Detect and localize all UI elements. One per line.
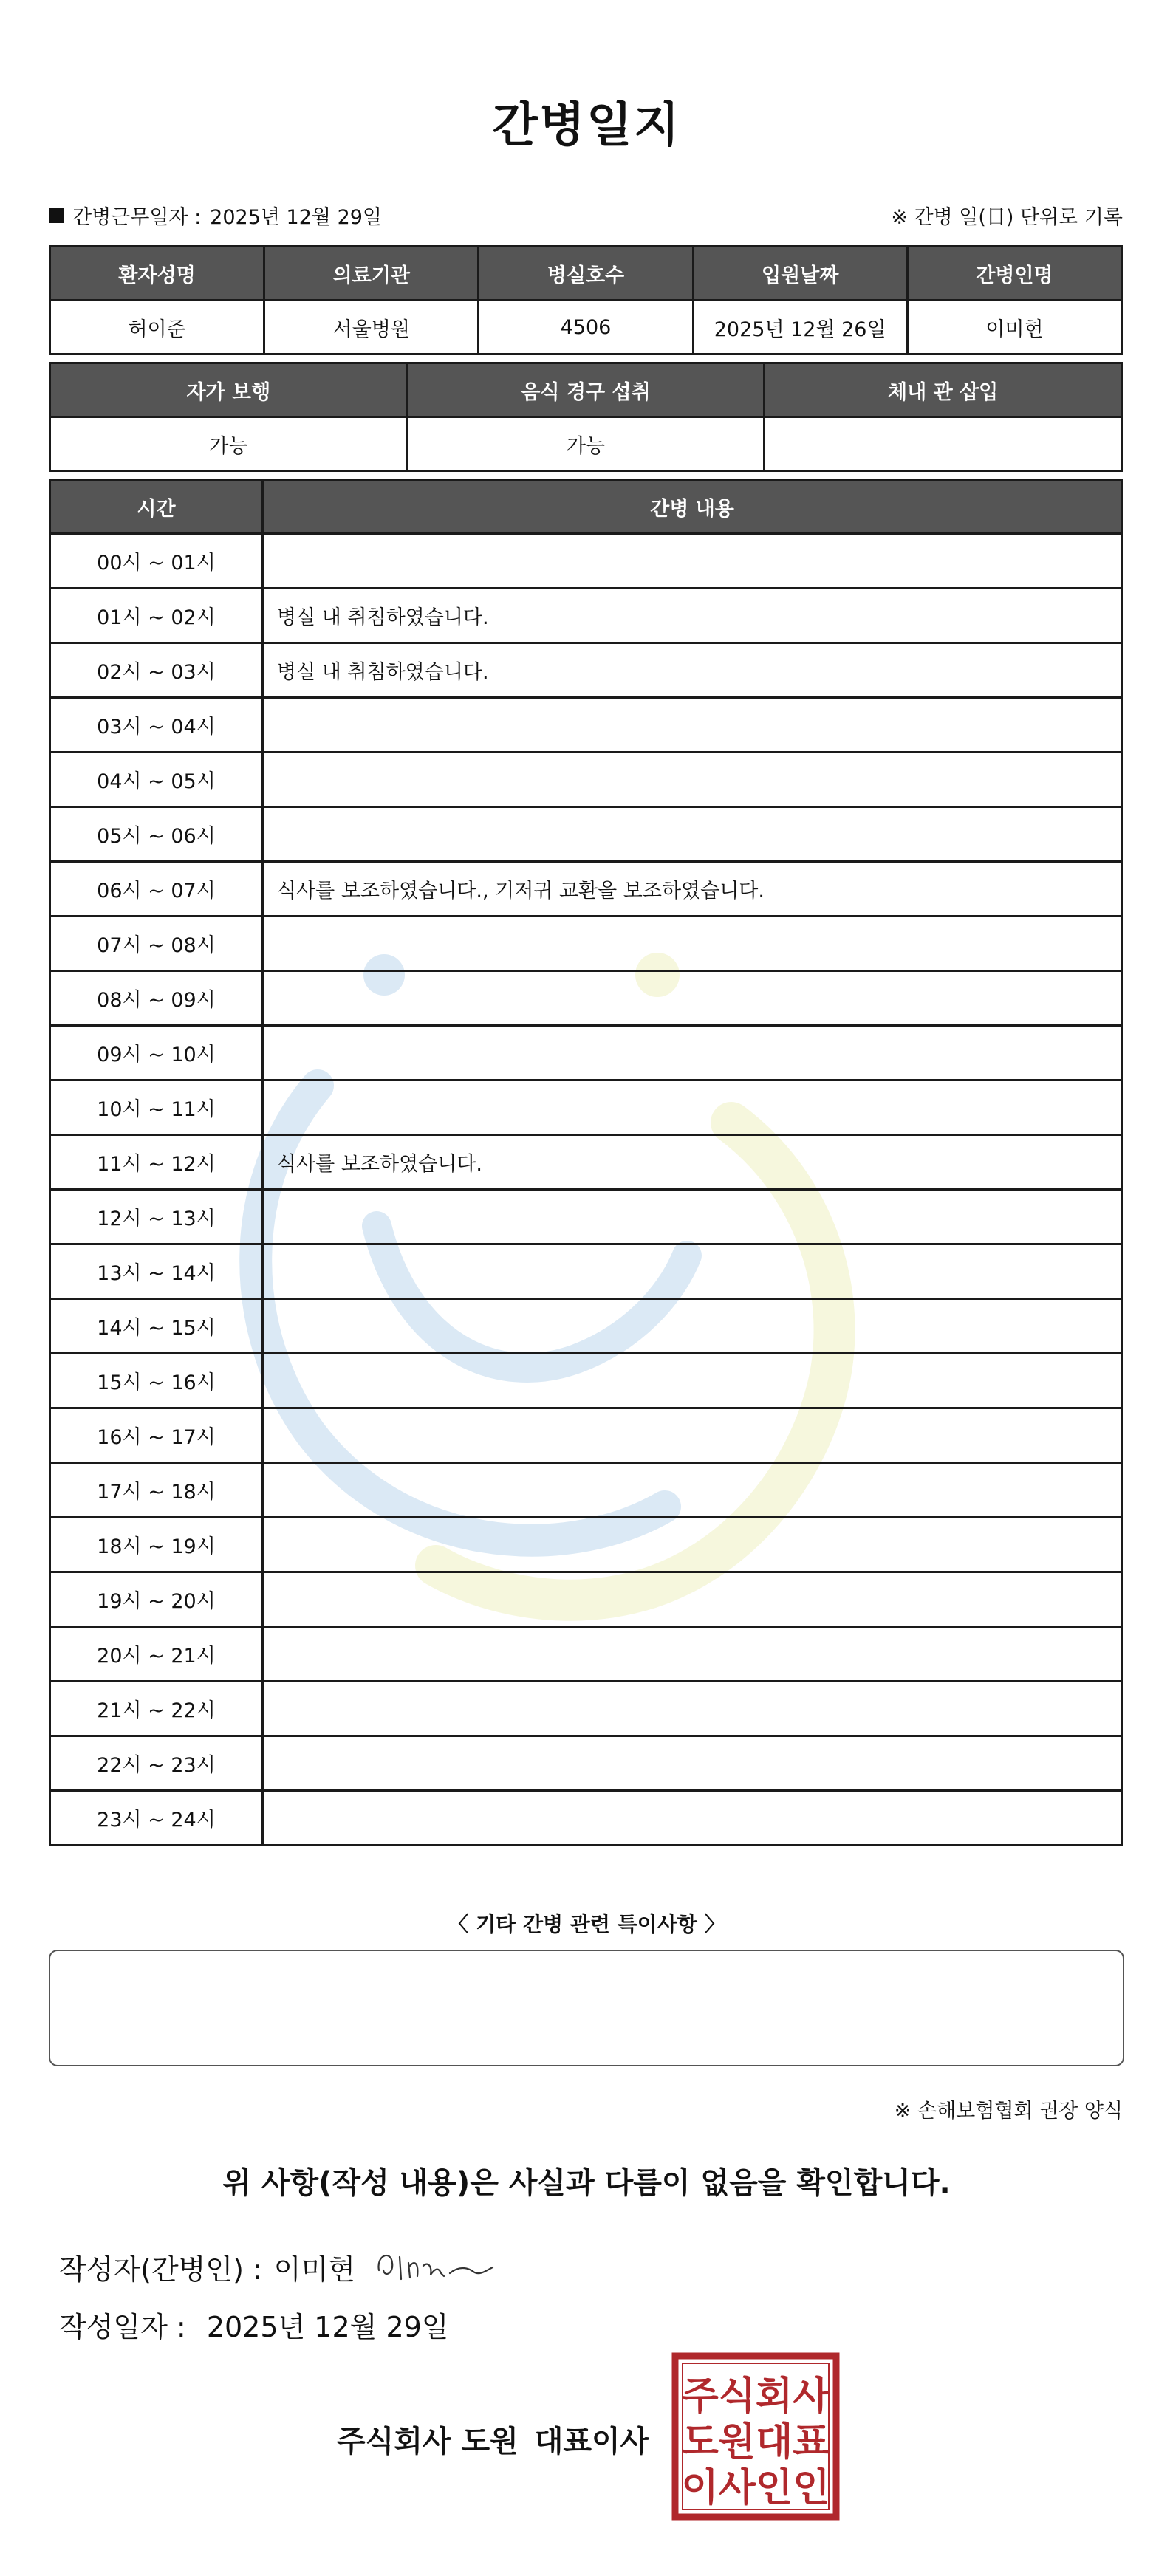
table-row <box>50 1244 1122 1299</box>
table-row <box>50 1026 1122 1080</box>
patient-name: 허이준 <box>50 301 264 354</box>
table-row <box>50 753 1122 807</box>
time-slot: 14시 ~ 15시 <box>50 1299 263 1354</box>
meta-row <box>49 201 1123 230</box>
header-hospital: 의료기관 <box>264 247 479 301</box>
table-row <box>50 1518 1122 1572</box>
standard-form-note: ※ 손해보험협회 권장 양식 <box>894 2100 1123 2123</box>
time-slot: 23시 ~ 24시 <box>50 1791 263 1846</box>
table-row <box>50 534 1122 589</box>
table-row <box>50 1190 1122 1244</box>
company-name: 주식회사 도원 <box>337 2425 519 2459</box>
care-content <box>263 1080 1122 1135</box>
writer-name: 이미현 <box>273 2253 355 2286</box>
header-tube-insertion: 체내 관 삽입 <box>765 363 1122 417</box>
special-notes-caption: 〈 기타 간병 관련 특이사항 〉 <box>448 1912 725 1936</box>
care-content <box>263 1299 1122 1354</box>
header-care-content: 간병 내용 <box>263 480 1122 534</box>
time-slot: 06시 ~ 07시 <box>50 862 263 917</box>
time-slot: 11시 ~ 12시 <box>50 1135 263 1190</box>
table-row <box>50 589 1122 643</box>
care-content <box>263 1682 1122 1736</box>
table-row <box>50 698 1122 753</box>
time-slot: 19시 ~ 20시 <box>50 1572 263 1627</box>
time-slot: 04시 ~ 05시 <box>50 753 263 807</box>
time-slot: 16시 ~ 17시 <box>50 1408 263 1463</box>
time-slot: 13시 ~ 14시 <box>50 1244 263 1299</box>
hospital: 서울병원 <box>264 301 479 354</box>
signature-image <box>370 2241 503 2292</box>
care-content: 병실 내 취침하였습니다. <box>263 589 1122 643</box>
header-time: 시간 <box>50 480 263 534</box>
time-slot: 15시 ~ 16시 <box>50 1354 263 1408</box>
care-content <box>263 1572 1122 1627</box>
table-row <box>50 1299 1122 1354</box>
square-bullet-icon <box>49 208 64 223</box>
writer-line <box>59 2241 503 2292</box>
table-row <box>50 1080 1122 1135</box>
care-content <box>263 1627 1122 1682</box>
table-row <box>50 862 1122 917</box>
care-date-label: 간병근무일자 : <box>72 206 202 229</box>
patient-info-table <box>49 245 1123 355</box>
care-content <box>263 1463 1122 1518</box>
care-date-info <box>49 201 382 230</box>
written-date-value: 2025년 12월 29일 <box>206 2311 449 2343</box>
time-slot: 00시 ~ 01시 <box>50 534 263 589</box>
care-content <box>263 1244 1122 1299</box>
table-row <box>50 971 1122 1026</box>
table-row <box>50 643 1122 698</box>
table-row <box>50 807 1122 862</box>
care-content <box>263 1736 1122 1791</box>
room-number: 4506 <box>479 301 693 354</box>
daily-record-note: ※ 간병 일(日) 단위로 기록 <box>891 206 1123 229</box>
table-row <box>50 1572 1122 1627</box>
header-caregiver-name: 간병인명 <box>907 247 1121 301</box>
confirmation-statement: 위 사항(작성 내용)은 사실과 다름이 없음을 확인합니다. <box>222 2166 951 2200</box>
header-room-number: 병실호수 <box>479 247 693 301</box>
care-content <box>263 1791 1122 1846</box>
self-walking-value: 가능 <box>50 417 408 471</box>
care-content: 병실 내 취침하였습니다. <box>263 643 1122 698</box>
table-row <box>50 1627 1122 1682</box>
time-slot: 10시 ~ 11시 <box>50 1080 263 1135</box>
care-content: 식사를 보조하였습니다., 기저귀 교환을 보조하였습니다. <box>263 862 1122 917</box>
time-slot: 18시 ~ 19시 <box>50 1518 263 1572</box>
company-signature-line <box>337 2418 649 2460</box>
time-slot: 20시 ~ 21시 <box>50 1627 263 1682</box>
caregiver-name: 이미현 <box>907 301 1121 354</box>
care-content <box>263 1026 1122 1080</box>
time-slot: 05시 ~ 06시 <box>50 807 263 862</box>
time-slot: 09시 ~ 10시 <box>50 1026 263 1080</box>
company-seal-stamp <box>671 2351 841 2521</box>
patient-status-table <box>49 362 1123 472</box>
table-row <box>50 1791 1122 1846</box>
time-slot: 17시 ~ 18시 <box>50 1463 263 1518</box>
time-slot: 21시 ~ 22시 <box>50 1682 263 1736</box>
representative-title: 대표이사 <box>534 2425 649 2459</box>
tube-insertion-value <box>765 417 1122 471</box>
time-slot: 02시 ~ 03시 <box>50 643 263 698</box>
time-slot: 12시 ~ 13시 <box>50 1190 263 1244</box>
header-oral-intake: 음식 경구 섭취 <box>407 363 765 417</box>
time-slot: 22시 ~ 23시 <box>50 1736 263 1791</box>
header-patient-name: 환자성명 <box>50 247 264 301</box>
time-slot: 08시 ~ 09시 <box>50 971 263 1026</box>
time-slot: 01시 ~ 02시 <box>50 589 263 643</box>
svg-text:이사인인: 이사인인 <box>681 2466 830 2510</box>
care-date-value: 2025년 12월 29일 <box>210 206 383 229</box>
care-content <box>263 1518 1122 1572</box>
care-content <box>263 1354 1122 1408</box>
document-title: 간병일지 <box>492 98 681 153</box>
hourly-log-table <box>49 479 1123 1846</box>
care-content <box>263 1408 1122 1463</box>
care-content <box>263 534 1122 589</box>
care-content <box>263 971 1122 1026</box>
oral-intake-value: 가능 <box>407 417 765 471</box>
header-admission-date: 입원날짜 <box>693 247 907 301</box>
table-row <box>50 1408 1122 1463</box>
header-self-walking: 자가 보행 <box>50 363 408 417</box>
table-row <box>50 1463 1122 1518</box>
table-row <box>50 1135 1122 1190</box>
care-content <box>263 753 1122 807</box>
special-notes-box <box>49 1950 1124 2066</box>
care-content <box>263 698 1122 753</box>
written-date-line <box>59 2304 449 2345</box>
table-row <box>50 1354 1122 1408</box>
table-row <box>50 1682 1122 1736</box>
writer-label: 작성자(간병인) : <box>59 2253 262 2286</box>
care-content: 식사를 보조하였습니다. <box>263 1135 1122 1190</box>
svg-text:주식회사: 주식회사 <box>681 2374 830 2419</box>
care-content <box>263 1190 1122 1244</box>
admission-date: 2025년 12월 26일 <box>693 301 907 354</box>
table-row <box>50 1736 1122 1791</box>
table-row <box>50 917 1122 971</box>
time-slot: 03시 ~ 04시 <box>50 698 263 753</box>
svg-text:도원대표: 도원대표 <box>681 2420 830 2464</box>
care-content <box>263 917 1122 971</box>
written-date-label: 작성일자 : <box>59 2311 186 2343</box>
care-content <box>263 807 1122 862</box>
time-slot: 07시 ~ 08시 <box>50 917 263 971</box>
